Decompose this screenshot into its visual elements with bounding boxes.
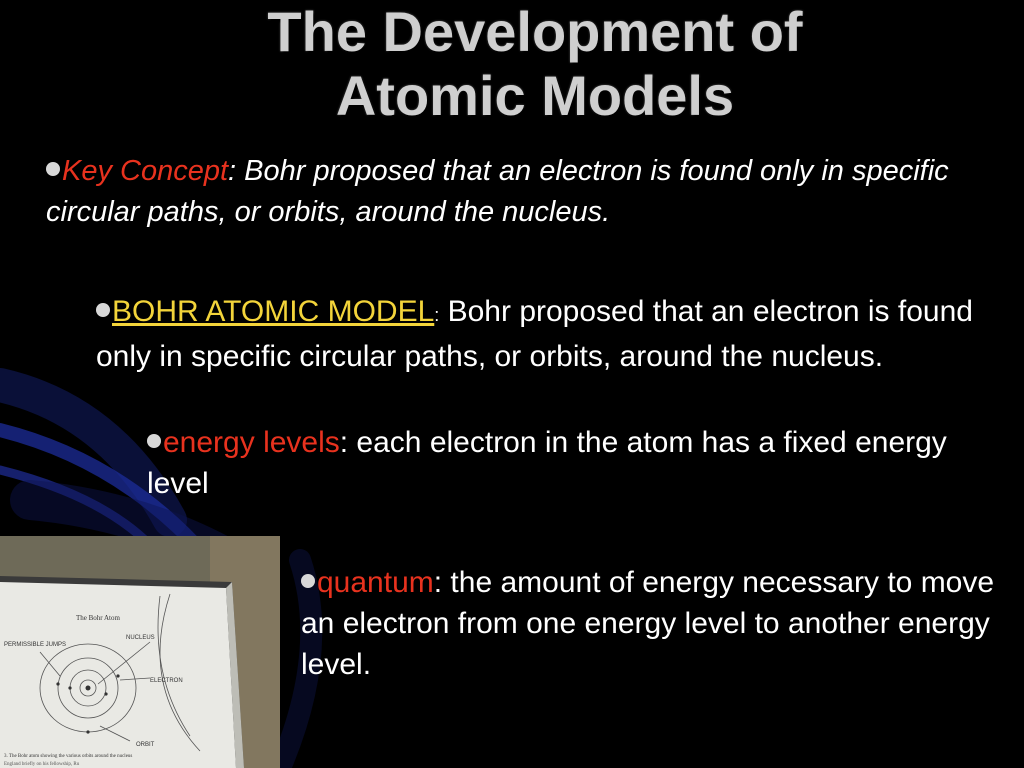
bullet-key-concept: [46, 151, 1006, 233]
label-jumps: PERMISSIBLE JUMPS: [4, 642, 67, 648]
quantum-text: : the amount of energy necessary to move an electron from one energy level to another energy level.: [301, 566, 995, 681]
energy-levels-label: energy levels: [163, 426, 340, 459]
bullet-quantum: [301, 562, 1011, 685]
key-concept-label: Key Concept: [62, 155, 229, 187]
key-concept-text: : Bohr proposed that an electron is found only in specific circular paths, or orbits, around the nucleus.: [46, 155, 949, 228]
bohr-model-label: BOHR ATOMIC MODEL: [112, 295, 435, 328]
title-line-1: The Development of: [267, 0, 803, 63]
slide-title: [0, 0, 1024, 128]
bullet-dot-icon: [301, 574, 315, 588]
figure-footer: England briefly on his fellowship, Ru: [4, 762, 80, 767]
label-nucleus: NUCLEUS: [126, 635, 155, 641]
bullet-dot-icon: [96, 303, 110, 317]
bullet-bohr-model: [96, 291, 1016, 377]
title-line-2: Atomic Models: [335, 64, 735, 127]
energy-levels-text: : each electron in the atom has a fixed energy level: [147, 426, 947, 500]
quantum-label: quantum: [317, 566, 434, 599]
bullet-dot-icon: [46, 162, 60, 176]
figure-page-title: The Bohr Atom: [76, 614, 120, 622]
bohr-atom-book-photo: [0, 536, 280, 768]
bullet-dot-icon: [147, 434, 161, 448]
label-orbit: ORBIT: [136, 742, 155, 748]
bullet-energy-levels: [147, 422, 1007, 504]
bohr-model-text: Bohr proposed that an electron is found only in specific circular paths, or orbits, around the nucleus.: [96, 295, 973, 373]
figure-caption: 3. The Bohr atom showing the various orbits around the nucleus: [4, 754, 133, 759]
label-electron: ELECTRON: [150, 678, 183, 684]
bohr-model-colon: :: [434, 305, 440, 325]
